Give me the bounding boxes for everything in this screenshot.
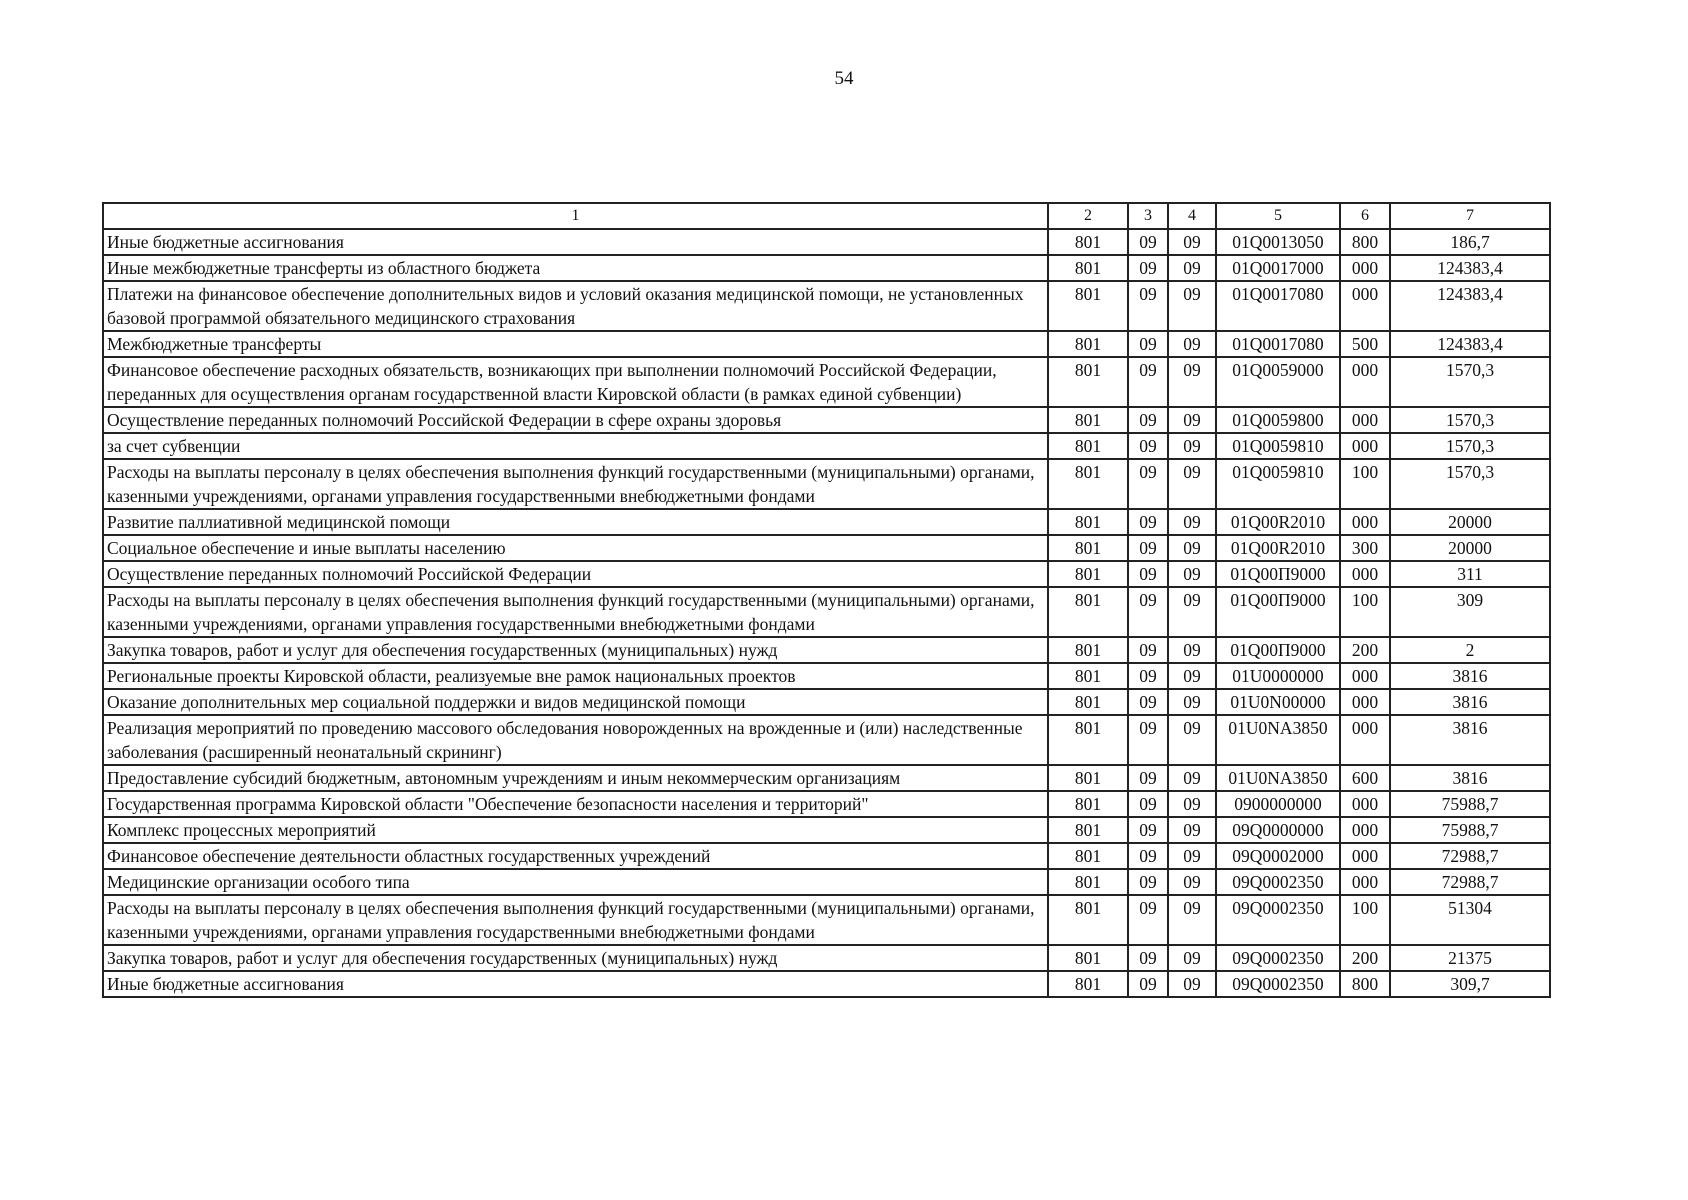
- row-subsection-cell: 09: [1168, 791, 1216, 817]
- row-amount-cell: 20000: [1390, 535, 1550, 561]
- table-row: [103, 637, 1550, 663]
- row-name-cell: Развитие паллиативной медицинской помощи: [103, 509, 1048, 535]
- row-expense-type-cell: 000: [1340, 509, 1390, 535]
- row-section-cell: 09: [1128, 459, 1168, 509]
- table-row: [103, 587, 1550, 637]
- row-subsection-cell: 09: [1168, 663, 1216, 689]
- row-section-cell: 09: [1128, 331, 1168, 357]
- row-name-cell: Иные бюджетные ассигнования: [103, 971, 1048, 997]
- header-row: [103, 203, 1550, 229]
- row-section-cell: 09: [1128, 255, 1168, 281]
- row-expense-type-cell: 200: [1340, 945, 1390, 971]
- row-expense-type-cell: 800: [1340, 971, 1390, 997]
- row-target-article-cell: 09Q0002000: [1216, 843, 1340, 869]
- row-subsection-cell: 09: [1168, 407, 1216, 433]
- row-code-cell: 801: [1048, 895, 1128, 945]
- table-row: [103, 255, 1550, 281]
- row-name-cell: Расходы на выплаты персоналу в целях обеспечения выполнения функций государственными (муниципальными) органами, казенными учреждениями, органами управления государственными внебюджетными фондами: [103, 587, 1048, 637]
- row-expense-type-cell: 000: [1340, 433, 1390, 459]
- row-subsection-cell: 09: [1168, 459, 1216, 509]
- row-code-cell: 801: [1048, 459, 1128, 509]
- row-target-article-cell: 01Q0059810: [1216, 459, 1340, 509]
- row-amount-cell: 72988,7: [1390, 869, 1550, 895]
- row-code-cell: 801: [1048, 561, 1128, 587]
- header-cell-7: 7: [1390, 203, 1550, 229]
- table-row: [103, 229, 1550, 255]
- row-section-cell: 09: [1128, 637, 1168, 663]
- row-amount-cell: 21375: [1390, 945, 1550, 971]
- row-code-cell: 801: [1048, 281, 1128, 331]
- row-code-cell: 801: [1048, 689, 1128, 715]
- table-row: [103, 331, 1550, 357]
- table-row: [103, 843, 1550, 869]
- row-code-cell: 801: [1048, 331, 1128, 357]
- table-row: [103, 663, 1550, 689]
- row-name-cell: Предоставление субсидий бюджетным, автономным учреждениям и иным некоммерческим организациям: [103, 765, 1048, 791]
- row-expense-type-cell: 000: [1340, 663, 1390, 689]
- row-amount-cell: 20000: [1390, 509, 1550, 535]
- row-expense-type-cell: 600: [1340, 765, 1390, 791]
- table-row: [103, 407, 1550, 433]
- row-target-article-cell: 09Q0002350: [1216, 895, 1340, 945]
- row-expense-type-cell: 000: [1340, 357, 1390, 407]
- row-target-article-cell: 01Q00R2010: [1216, 509, 1340, 535]
- row-target-article-cell: 01Q0013050: [1216, 229, 1340, 255]
- row-target-article-cell: 09Q0002350: [1216, 869, 1340, 895]
- row-name-cell: Расходы на выплаты персоналу в целях обеспечения выполнения функций государственными (муниципальными) органами, казенными учреждениями, органами управления государственными внебюджетными фондами: [103, 459, 1048, 509]
- table-row: [103, 433, 1550, 459]
- row-name-cell: Комплекс процессных мероприятий: [103, 817, 1048, 843]
- row-amount-cell: 124383,4: [1390, 255, 1550, 281]
- row-code-cell: 801: [1048, 433, 1128, 459]
- row-name-cell: за счет субвенции: [103, 433, 1048, 459]
- row-code-cell: 801: [1048, 637, 1128, 663]
- table-row: [103, 945, 1550, 971]
- row-amount-cell: 1570,3: [1390, 433, 1550, 459]
- row-code-cell: 801: [1048, 971, 1128, 997]
- row-code-cell: 801: [1048, 229, 1128, 255]
- row-code-cell: 801: [1048, 765, 1128, 791]
- row-subsection-cell: 09: [1168, 715, 1216, 765]
- row-name-cell: Осуществление переданных полномочий Российской Федерации: [103, 561, 1048, 587]
- table-row: [103, 791, 1550, 817]
- row-section-cell: 09: [1128, 715, 1168, 765]
- row-subsection-cell: 09: [1168, 971, 1216, 997]
- table-row: [103, 459, 1550, 509]
- row-amount-cell: 309,7: [1390, 971, 1550, 997]
- row-section-cell: 09: [1128, 817, 1168, 843]
- row-target-article-cell: 01Q0017080: [1216, 281, 1340, 331]
- row-section-cell: 09: [1128, 663, 1168, 689]
- row-amount-cell: 1570,3: [1390, 459, 1550, 509]
- table-row: [103, 689, 1550, 715]
- row-expense-type-cell: 000: [1340, 407, 1390, 433]
- table-row: [103, 869, 1550, 895]
- row-expense-type-cell: 000: [1340, 843, 1390, 869]
- row-section-cell: 09: [1128, 945, 1168, 971]
- table-row: [103, 715, 1550, 765]
- row-amount-cell: 3816: [1390, 765, 1550, 791]
- row-subsection-cell: 09: [1168, 689, 1216, 715]
- row-subsection-cell: 09: [1168, 281, 1216, 331]
- row-section-cell: 09: [1128, 869, 1168, 895]
- row-target-article-cell: 0900000000: [1216, 791, 1340, 817]
- row-section-cell: 09: [1128, 765, 1168, 791]
- row-subsection-cell: 09: [1168, 637, 1216, 663]
- row-amount-cell: 75988,7: [1390, 791, 1550, 817]
- table-row: [103, 817, 1550, 843]
- row-section-cell: 09: [1128, 791, 1168, 817]
- row-target-article-cell: 01U0000000: [1216, 663, 1340, 689]
- row-section-cell: 09: [1128, 433, 1168, 459]
- row-expense-type-cell: 000: [1340, 715, 1390, 765]
- row-name-cell: Социальное обеспечение и иные выплаты населению: [103, 535, 1048, 561]
- row-target-article-cell: 01Q00П9000: [1216, 637, 1340, 663]
- row-expense-type-cell: 000: [1340, 689, 1390, 715]
- header-cell-1: 1: [103, 203, 1048, 229]
- row-subsection-cell: 09: [1168, 357, 1216, 407]
- row-subsection-cell: 09: [1168, 509, 1216, 535]
- row-section-cell: 09: [1128, 407, 1168, 433]
- row-target-article-cell: 01U0NA3850: [1216, 715, 1340, 765]
- row-expense-type-cell: 000: [1340, 791, 1390, 817]
- row-section-cell: 09: [1128, 281, 1168, 331]
- row-subsection-cell: 09: [1168, 817, 1216, 843]
- row-subsection-cell: 09: [1168, 765, 1216, 791]
- row-code-cell: 801: [1048, 535, 1128, 561]
- row-expense-type-cell: 000: [1340, 255, 1390, 281]
- row-code-cell: 801: [1048, 663, 1128, 689]
- table-row: [103, 895, 1550, 945]
- row-name-cell: Медицинские организации особого типа: [103, 869, 1048, 895]
- row-amount-cell: 51304: [1390, 895, 1550, 945]
- row-target-article-cell: 01Q00П9000: [1216, 561, 1340, 587]
- row-code-cell: 801: [1048, 817, 1128, 843]
- row-code-cell: 801: [1048, 843, 1128, 869]
- row-amount-cell: 1570,3: [1390, 407, 1550, 433]
- row-target-article-cell: 01Q0059800: [1216, 407, 1340, 433]
- header-cell-2: 2: [1048, 203, 1128, 229]
- row-name-cell: Расходы на выплаты персоналу в целях обеспечения выполнения функций государственными (муниципальными) органами, казенными учреждениями, органами управления государственными внебюджетными фондами: [103, 895, 1048, 945]
- row-section-cell: 09: [1128, 561, 1168, 587]
- row-name-cell: Межбюджетные трансферты: [103, 331, 1048, 357]
- row-expense-type-cell: 300: [1340, 535, 1390, 561]
- row-amount-cell: 3816: [1390, 689, 1550, 715]
- row-subsection-cell: 09: [1168, 331, 1216, 357]
- row-name-cell: Платежи на финансовое обеспечение дополнительных видов и условий оказания медицинской помощи, не установленных базовой программой обязательного медицинского страхования: [103, 281, 1048, 331]
- row-target-article-cell: 01Q00П9000: [1216, 587, 1340, 637]
- table-row: [103, 509, 1550, 535]
- row-amount-cell: 186,7: [1390, 229, 1550, 255]
- row-name-cell: Финансовое обеспечение деятельности областных государственных учреждений: [103, 843, 1048, 869]
- row-target-article-cell: 09Q0002350: [1216, 945, 1340, 971]
- row-name-cell: Иные бюджетные ассигнования: [103, 229, 1048, 255]
- table-row: [103, 357, 1550, 407]
- row-amount-cell: 3816: [1390, 663, 1550, 689]
- row-expense-type-cell: 100: [1340, 895, 1390, 945]
- row-code-cell: 801: [1048, 945, 1128, 971]
- row-amount-cell: 124383,4: [1390, 281, 1550, 331]
- row-amount-cell: 3816: [1390, 715, 1550, 765]
- row-section-cell: 09: [1128, 971, 1168, 997]
- row-target-article-cell: 01Q0059000: [1216, 357, 1340, 407]
- row-target-article-cell: 09Q0002350: [1216, 971, 1340, 997]
- row-name-cell: Осуществление переданных полномочий Российской Федерации в сфере охраны здоровья: [103, 407, 1048, 433]
- row-code-cell: 801: [1048, 509, 1128, 535]
- budget-table: [102, 202, 1551, 998]
- row-amount-cell: 2: [1390, 637, 1550, 663]
- row-amount-cell: 72988,7: [1390, 843, 1550, 869]
- row-target-article-cell: 09Q0000000: [1216, 817, 1340, 843]
- row-section-cell: 09: [1128, 229, 1168, 255]
- row-name-cell: Иные межбюджетные трансферты из областного бюджета: [103, 255, 1048, 281]
- row-name-cell: Финансовое обеспечение расходных обязательств, возникающих при выполнении полномочий Российской Федерации, переданных для осуществления органам государственной власти Кировской области (в рамках единой субвенции): [103, 357, 1048, 407]
- header-cell-4: 4: [1168, 203, 1216, 229]
- row-expense-type-cell: 000: [1340, 869, 1390, 895]
- row-subsection-cell: 09: [1168, 587, 1216, 637]
- row-code-cell: 801: [1048, 357, 1128, 407]
- row-section-cell: 09: [1128, 357, 1168, 407]
- row-code-cell: 801: [1048, 407, 1128, 433]
- row-amount-cell: 1570,3: [1390, 357, 1550, 407]
- row-target-article-cell: 01Q0017000: [1216, 255, 1340, 281]
- row-subsection-cell: 09: [1168, 433, 1216, 459]
- row-subsection-cell: 09: [1168, 869, 1216, 895]
- row-subsection-cell: 09: [1168, 895, 1216, 945]
- row-subsection-cell: 09: [1168, 229, 1216, 255]
- row-subsection-cell: 09: [1168, 255, 1216, 281]
- row-amount-cell: 75988,7: [1390, 817, 1550, 843]
- row-expense-type-cell: 100: [1340, 587, 1390, 637]
- row-expense-type-cell: 200: [1340, 637, 1390, 663]
- table-row: [103, 561, 1550, 587]
- row-section-cell: 09: [1128, 843, 1168, 869]
- row-name-cell: Государственная программа Кировской области "Обеспечение безопасности населения и территорий": [103, 791, 1048, 817]
- row-section-cell: 09: [1128, 895, 1168, 945]
- row-subsection-cell: 09: [1168, 843, 1216, 869]
- table-row: [103, 765, 1550, 791]
- row-target-article-cell: 01U0N00000: [1216, 689, 1340, 715]
- header-cell-3: 3: [1128, 203, 1168, 229]
- row-name-cell: Оказание дополнительных мер социальной поддержки и видов медицинской помощи: [103, 689, 1048, 715]
- row-amount-cell: 309: [1390, 587, 1550, 637]
- row-expense-type-cell: 100: [1340, 459, 1390, 509]
- row-target-article-cell: 01Q00R2010: [1216, 535, 1340, 561]
- table-body: [103, 229, 1550, 997]
- header-cell-6: 6: [1340, 203, 1390, 229]
- row-name-cell: Закупка товаров, работ и услуг для обеспечения государственных (муниципальных) нужд: [103, 945, 1048, 971]
- row-section-cell: 09: [1128, 689, 1168, 715]
- row-expense-type-cell: 500: [1340, 331, 1390, 357]
- table-row: [103, 535, 1550, 561]
- row-subsection-cell: 09: [1168, 561, 1216, 587]
- row-target-article-cell: 01Q0059810: [1216, 433, 1340, 459]
- table-row: [103, 971, 1550, 997]
- page-number: 54: [834, 68, 854, 89]
- row-expense-type-cell: 000: [1340, 561, 1390, 587]
- row-code-cell: 801: [1048, 715, 1128, 765]
- row-section-cell: 09: [1128, 587, 1168, 637]
- row-code-cell: 801: [1048, 587, 1128, 637]
- row-name-cell: Реализация мероприятий по проведению массового обследования новорожденных на врожденные и (или) наследственные заболевания (расширенный неонатальный скрининг): [103, 715, 1048, 765]
- row-amount-cell: 124383,4: [1390, 331, 1550, 357]
- row-code-cell: 801: [1048, 791, 1128, 817]
- row-subsection-cell: 09: [1168, 945, 1216, 971]
- row-target-article-cell: 01Q0017080: [1216, 331, 1340, 357]
- row-amount-cell: 311: [1390, 561, 1550, 587]
- row-code-cell: 801: [1048, 255, 1128, 281]
- row-section-cell: 09: [1128, 535, 1168, 561]
- table-row: [103, 281, 1550, 331]
- row-target-article-cell: 01U0NA3850: [1216, 765, 1340, 791]
- row-expense-type-cell: 000: [1340, 281, 1390, 331]
- row-expense-type-cell: 800: [1340, 229, 1390, 255]
- table-header: [103, 203, 1550, 229]
- row-subsection-cell: 09: [1168, 535, 1216, 561]
- row-name-cell: Закупка товаров, работ и услуг для обеспечения государственных (муниципальных) нужд: [103, 637, 1048, 663]
- row-section-cell: 09: [1128, 509, 1168, 535]
- row-expense-type-cell: 000: [1340, 817, 1390, 843]
- header-cell-5: 5: [1216, 203, 1340, 229]
- row-name-cell: Региональные проекты Кировской области, реализуемые вне рамок национальных проектов: [103, 663, 1048, 689]
- row-code-cell: 801: [1048, 869, 1128, 895]
